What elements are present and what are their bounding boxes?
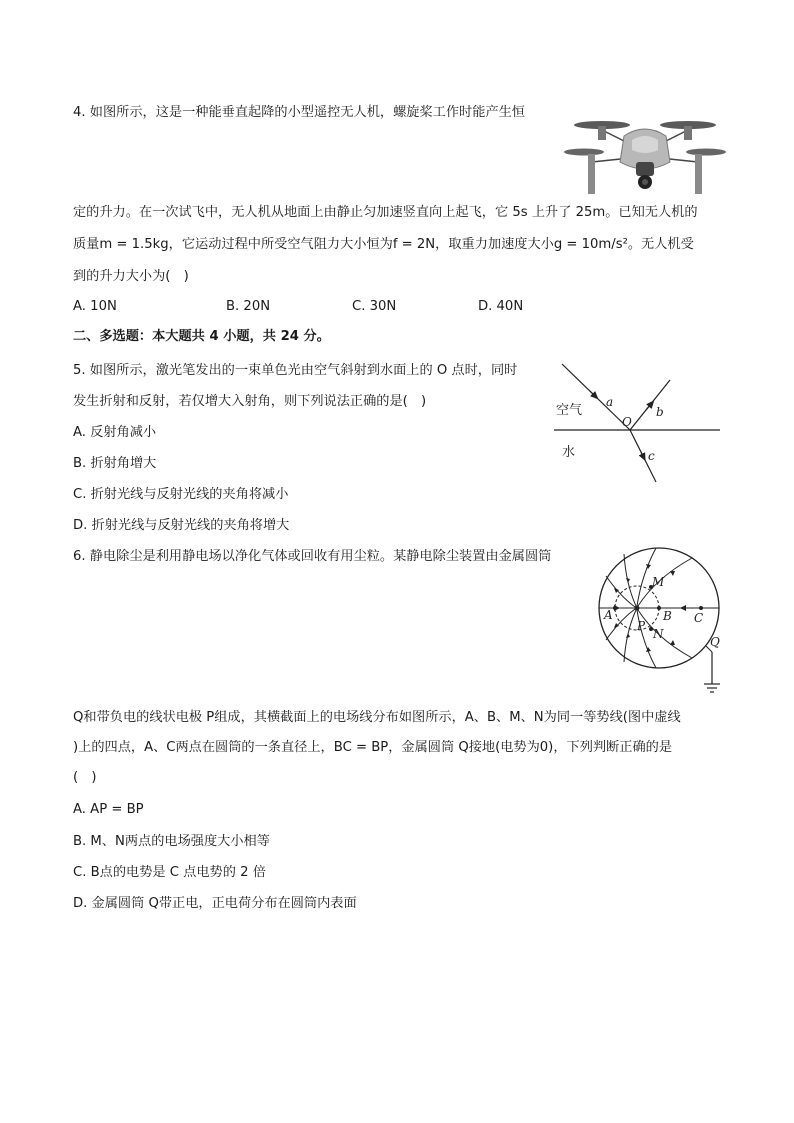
q5-option-d: D. 折射光线与反射光线的夹角将增大 [73, 518, 290, 533]
q4-stem-line4: 到的升力大小为( ) [73, 269, 189, 284]
q4-stem-line3: 质量m = 1.5kg，它运动过程中所受空气阻力大小恒为f = 2N，取重力加速度大小g = 10m/s²。无人机受 [73, 237, 694, 252]
electrostatic-precipitator-diagram [596, 544, 724, 698]
label-n: N [653, 627, 664, 641]
section-header-multi-choice: 二、多选题：本大题共 4 小题，共 24 分。 [73, 329, 330, 344]
label-c: c [648, 449, 655, 463]
q6-option-b: B. M、N两点的电场强度大小相等 [73, 834, 270, 849]
q5-stem-line1: 5. 如图所示，激光笔发出的一束单色光由空气斜射到水面上的 O 点时，同时 [73, 363, 518, 378]
q5-option-a: A. 反射角减小 [73, 425, 157, 440]
label-water: 水 [562, 445, 576, 460]
label-m: M [652, 575, 665, 589]
q4-option-b: B. 20N [226, 299, 271, 314]
point-b [657, 606, 661, 610]
q5-option-b: B. 折射角增大 [73, 456, 157, 471]
q6-option-d: D. 金属圆筒 Q带正电，正电荷分布在圆筒内表面 [73, 896, 357, 911]
q4-option-d: D. 40N [478, 299, 524, 314]
electrode-p [635, 606, 640, 611]
q4-stem-line2: 定的升力。在一次试飞中，无人机从地面上由静止匀加速竖直向上起飞，它 5s 上升了 25m。已知无人机的 [73, 205, 698, 220]
q6-stem-line3: )上的四点，A、C两点在圆筒的一条直径上，BC = BP，金属圆筒 Q接地(电势为0)，下列判断正确的是 [73, 740, 673, 755]
q6-stem-line4: ( ) [73, 770, 97, 785]
q4-option-a: A. 10N [73, 299, 117, 314]
label-a: a [606, 395, 614, 409]
q5-stem-line2: 发生折射和反射，若仅增大入射角，则下列说法正确的是( ) [73, 394, 427, 409]
q6-option-a: A. AP = BP [73, 802, 144, 817]
label-p: P [637, 619, 646, 633]
label-b: b [656, 405, 664, 419]
point-a [613, 606, 617, 610]
drone-image [562, 100, 728, 196]
label-c: C [694, 611, 704, 625]
label-air: 空气 [556, 403, 583, 418]
point-c [699, 606, 703, 610]
q5-option-c: C. 折射光线与反射光线的夹角将减小 [73, 487, 289, 502]
label-a: A [604, 608, 613, 622]
q6-stem-line1: 6. 静电除尘是利用静电场以净化气体或回收有用尘粒。某静电除尘装置由金属圆筒 [73, 549, 552, 564]
q4-stem-line1: 4. 如图所示，这是一种能垂直起降的小型遥控无人机，螺旋桨工作时能产生恒 [73, 105, 525, 120]
q6-stem-line2: Q和带负电的线状电极 P组成，其横截面上的电场线分布如图所示，A、B、M、N为同一等势线(图中虚线 [73, 710, 681, 725]
label-q: Q [710, 635, 720, 649]
q4-option-c: C. 30N [352, 299, 397, 314]
q6-option-c: C. B点的电势是 C 点电势的 2 倍 [73, 865, 266, 880]
refraction-diagram [548, 358, 724, 488]
label-b: B [663, 609, 672, 623]
label-o: O [622, 415, 632, 429]
